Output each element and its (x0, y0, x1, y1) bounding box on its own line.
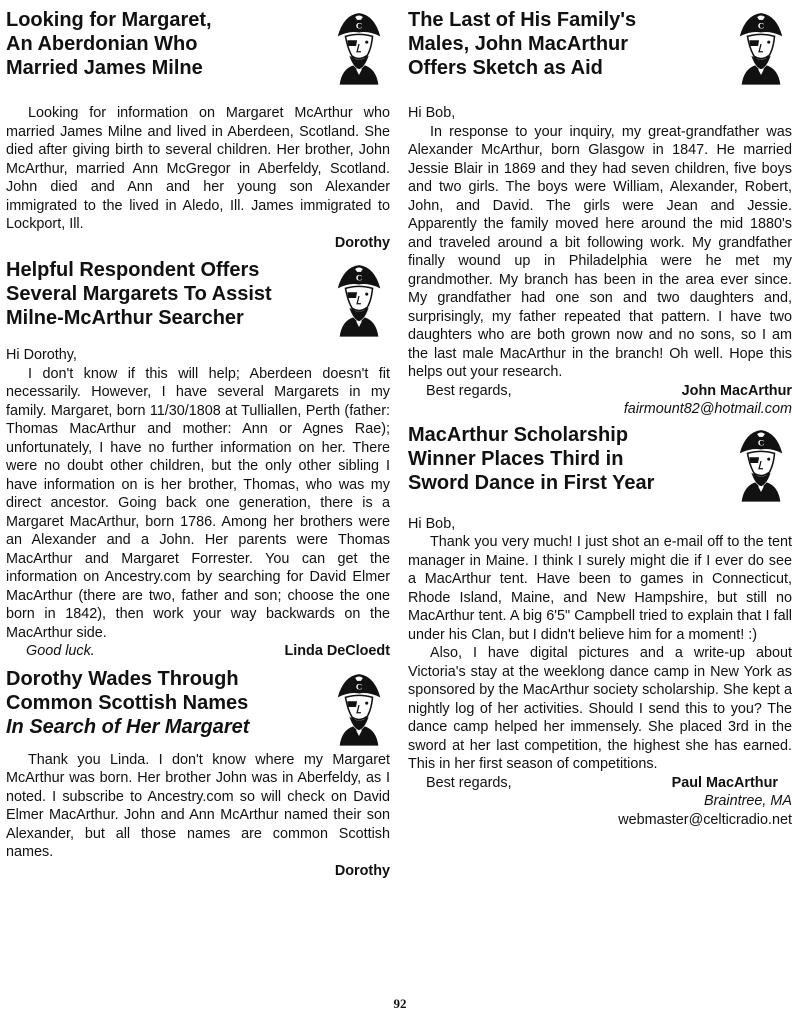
title-line: Several Margarets To Assist (6, 283, 272, 305)
article-body: Also, I have digital pictures and a write-up about Victoria's stay at the weeklong dance camp in New York as sponsored by the MacArthur society scholarship. She kept a nightly log of her activities. Should I send this to you? The dance camp helped her immensely. She placed 3rd in the sword at her last competition, the highest she has earned. This in her first season of competitions. (408, 645, 792, 772)
article-title (6, 258, 272, 330)
article-body: I don't know if this will help; Aberdeen doesn't fit necessarily. However, I have several Margarets in my family. Margaret, born 11/30/1808 at Tulliallen, Perth (father: Thomas MacArthur and mother: Ann or Agnes Rae); unfortunately, I have no further information on her. There were no doubt other children, but the only other sibling I have information on is her brother, Thomas, who was my direct ancestor. Going back one generation, there is a Margaret MacArthur, born 1786. Among her brothers were an Alexander and a John. Her parents were Thomas MacArthur and Margaret Forrester. You can get the information on Ancestry.com by searching for David Elmer MacArthur (there are two, father and son; choose the one born in 1842), then work your way backwards on the MacArthur side. (6, 365, 390, 641)
article-title (6, 8, 212, 80)
closing: Good luck. (26, 643, 95, 659)
article-dorothy-wades (6, 667, 390, 881)
pirate-clan-mascot-icon (732, 423, 790, 503)
pirate-clan-mascot-icon (330, 667, 388, 747)
signature: Dorothy (334, 234, 390, 251)
title-line: Looking for Margaret, (6, 9, 212, 31)
closing: Best regards, (426, 774, 512, 791)
greeting: Hi Bob, (408, 515, 456, 532)
greeting: Hi Bob, (408, 105, 456, 121)
pirate-clan-mascot-icon (330, 258, 388, 338)
title-line: MacArthur Scholarship (408, 423, 629, 446)
article-title (408, 8, 636, 80)
email-address: webmaster@celticradio.net (618, 811, 792, 828)
article-scholarship-winner (408, 423, 792, 830)
title-line: Males, John MacArthur (408, 33, 629, 55)
title-line: Helpful Respondent Offers (6, 259, 260, 281)
title-line: Winner Places Third in (408, 447, 624, 470)
title-line: An Aberdonian Who (6, 33, 198, 55)
article-body: Looking for information on Margaret McArthur who married James Milne and lived in Aberdeen, Scotland. She died after giving birth to several children. Her brother, John McArthur, married Ann McGregor in Aberfeldy, Scotland. John died and Ann and her young son Alexander immigrated to the lived in Aledo, Ill. James immigrated to Lockport, Ill. (6, 105, 390, 232)
article-title (6, 667, 249, 739)
title-line: Offers Sketch as Aid (408, 57, 603, 79)
signature: Linda DeCloedt (284, 643, 390, 659)
signature: Paul MacArthur (671, 774, 778, 791)
article-looking-for-margaret (6, 6, 390, 252)
title-line: Dorothy Wades Through (6, 667, 239, 690)
title-line: Milne-McArthur Searcher (6, 307, 244, 329)
pirate-clan-mascot-icon (330, 6, 388, 86)
greeting: Hi Dorothy, (6, 347, 77, 363)
pirate-clan-mascot-icon (732, 6, 790, 86)
title-line: Common Scottish Names (6, 691, 249, 714)
location: Braintree, MA (704, 793, 792, 809)
title-line: Sword Dance in First Year (408, 471, 655, 494)
article-body: Thank you very much! I just shot an e-mail off to the tent manager in Maine. I think I surely might die if I ever do see a MacArthur tent. Have been to games in Connecticut, Rhode Island, Maine, and New Hampshire, but still no MacArthur tent. A big 6'5" Campbell tried to explain that I fall under his Clan, but I didn't believe him for a moment! :) (408, 534, 792, 643)
article-body: Thank you Linda. I don't know where my Margaret McArthur was born. Her brother John was in Aberfeldy, as I noted. I subscribe to Ancestry.com so will check on David Elmer MacArthur. John and Ann McArthur named their son Alexander, but all those names are common Scottish names. (6, 751, 390, 860)
closing: Best regards, (426, 382, 512, 399)
left-column (6, 6, 390, 880)
right-column (408, 6, 792, 829)
page-number: 92 (393, 996, 407, 1011)
article-helpful-respondent (6, 258, 390, 661)
signature: Dorothy (334, 862, 390, 879)
email-address: fairmount82@hotmail.com (623, 401, 792, 417)
article-body: In response to your inquiry, my great-grandfather was Alexander McArthur, born Glasgow in 1847. He married Jessie Blair in 1869 and they had seven children, five boys and two girls. The boys were William, Alexander, Robert, John, and David. The girls were Jean and Jessie. Apparently the family moved here around the mid 1880's and traveled around a bit following work. My grandfather finally wound up in Philadelphia were he met my grandmother. My branch has been in the area ever since. My grandfather had one son and two daughters and, surprisingly, my father repeated that pattern. I have two daughters who are both grown now and no sons, so I am the last male MacArthur in the branch! Oh well. Hope this helps out your research. (408, 123, 792, 380)
article-title (408, 423, 654, 495)
title-line: Married James Milne (6, 57, 203, 79)
title-line: The Last of His Family's (408, 9, 637, 31)
article-last-of-his-family (408, 6, 792, 419)
signature: John MacArthur (681, 382, 792, 399)
title-line: In Search of Her Margaret (6, 715, 250, 738)
